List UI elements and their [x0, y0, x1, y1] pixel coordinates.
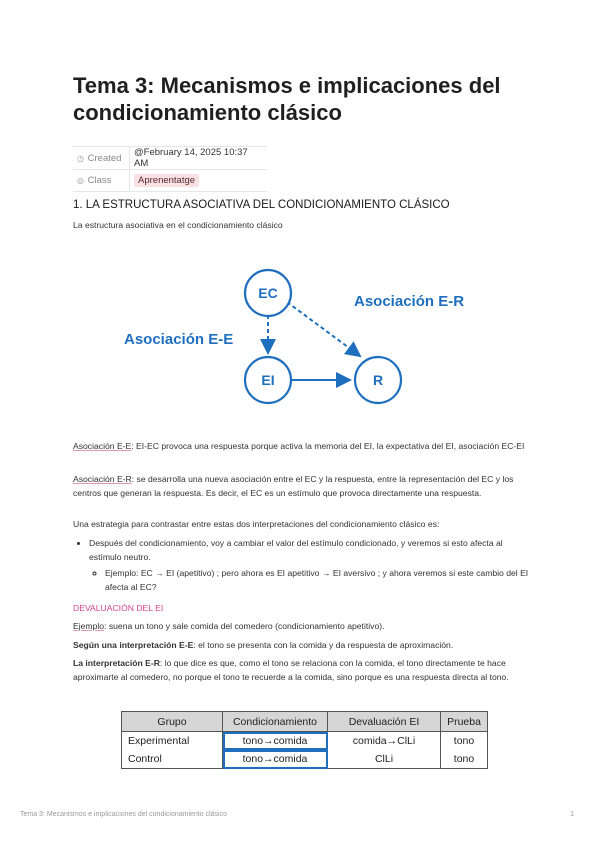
- bullet-list: [73, 537, 533, 594]
- created-label: Created: [87, 152, 122, 164]
- page-number: 1: [570, 811, 574, 818]
- text-er: : se desarrolla una nueva asociación entre el EC y la respuesta, entre la representación del EC y los centros que generan la respuesta. Es decir, el EC es un estímulo que provoca directamente una respuesta.: [73, 474, 514, 498]
- created-value: @February 14, 2025 10:37 AM: [130, 147, 268, 170]
- list-item: [105, 567, 533, 594]
- class-label: Class: [87, 175, 112, 186]
- text-ejemplo: : suena un tono y sale comida del comedero (condicionamiento apetitivo).: [104, 621, 385, 631]
- class-tag[interactable]: Aprenentatge: [134, 174, 199, 187]
- property-row-created: [73, 147, 267, 170]
- paragraph-strategy: Una estrategia para contrastar entre estas dos interpretaciones del condicionamiento clásico es:: [73, 519, 440, 529]
- paragraph-ejemplo: [73, 620, 533, 634]
- text-ee: : EI-EC provoca una respuesta porque activa la memoria del EI, la expectativa del EI, asociación EC-EI: [131, 441, 525, 451]
- term-ejemplo: Ejemplo: [73, 621, 105, 631]
- table-cell: tono: [441, 732, 488, 751]
- node-r-label: R: [372, 372, 384, 388]
- page-title: Tema 3: Mecanismos e implicaciones del condicionamiento clásico: [73, 73, 501, 125]
- term-interpretacion: La interpretación E-R: [73, 658, 160, 668]
- table-header: Prueba: [441, 712, 488, 732]
- select-icon: ◎: [77, 176, 84, 185]
- devaluation-table: [121, 711, 488, 769]
- arrow-ec-r: [287, 302, 360, 356]
- table-header: Condicionamiento: [223, 712, 328, 732]
- clock-icon: ◷: [77, 153, 84, 163]
- table-row: [122, 750, 488, 769]
- page-footer: Tema 3: Mecanismos e implicaciones del condicionamiento clásico: [20, 811, 227, 818]
- table-cell: ClLi: [328, 750, 441, 769]
- table-header-row: [122, 712, 488, 732]
- diagram-caption: La estructura asociativa en el condicionamiento clásico: [73, 220, 283, 230]
- term-ee: Asociación E-E: [73, 441, 132, 451]
- paragraph-ee: [73, 440, 533, 454]
- association-diagram: [113, 258, 473, 418]
- table-header: Grupo: [122, 712, 223, 732]
- table-cell: tono→comida: [223, 750, 328, 769]
- text-segun: : el tono se presenta con la comida y da respuesta de aproximación.: [193, 640, 454, 650]
- label-ee: Asociación E-E: [124, 331, 234, 348]
- paragraph-interpretacion: [73, 657, 533, 684]
- table-cell: tono: [441, 750, 488, 769]
- bullet-text: Después del condicionamiento, voy a cambiar el valor del estímulo condicionado, y veremos si esto afecta al estímulo neutro.: [89, 538, 503, 562]
- list-item: [89, 537, 533, 594]
- node-ei-label: EI: [261, 372, 275, 388]
- table-cell: Experimental: [122, 732, 223, 751]
- devaluacion-heading: DEVALUACIÓN DEL EI: [73, 603, 164, 613]
- term-er: Asociación E-R: [73, 474, 132, 484]
- text-interpretacion: : lo que dice es que, como el tono se relaciona con la comida, el tono directamente te hace aproximarte al comedero, no porque el tono te recuerde a la comida, sino porque es una respuesta directa al tono.: [73, 658, 509, 682]
- section-heading: 1. LA ESTRUCTURA ASOCIATIVA DEL CONDICIONAMIENTO CLÁSICO: [73, 199, 450, 211]
- table-cell: comida→ClLi: [328, 732, 441, 751]
- sub-bullet-text: Ejemplo: EC → EI (apetitivo) ; pero ahora es EI apetitivo → EI aversivo ; y ahora veremos si este cambio del EI afecta al EC?: [105, 568, 529, 592]
- properties-table: [73, 146, 267, 192]
- label-er: Asociación E-R: [354, 293, 465, 310]
- paragraph-segun: [73, 639, 533, 653]
- table-cell: Control: [122, 750, 223, 769]
- table-header: Devaluación EI: [328, 712, 441, 732]
- paragraph-er: [73, 473, 533, 500]
- table-row: [122, 732, 488, 751]
- property-row-class: [73, 170, 267, 192]
- term-segun: Según una interpretación E-E: [73, 640, 194, 650]
- table-cell: tono→comida: [223, 732, 328, 751]
- node-ec-label: EC: [258, 285, 278, 301]
